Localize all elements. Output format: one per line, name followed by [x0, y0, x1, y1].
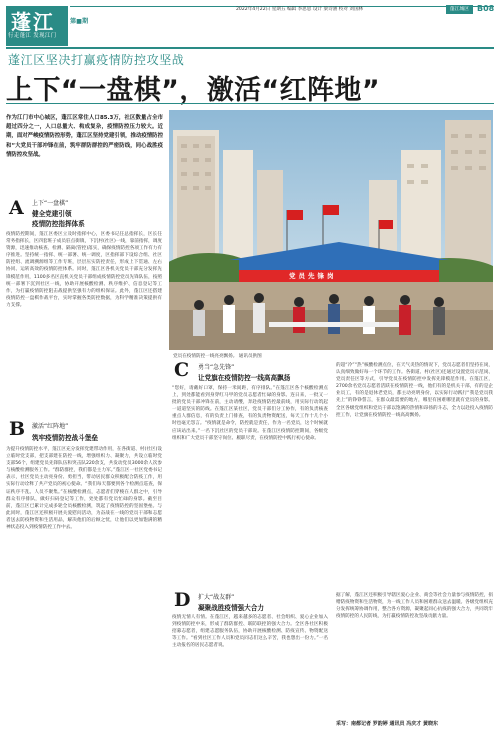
section-d-letter: D: [174, 589, 191, 611]
section-d-body-col1: 疫情无情人有情。在蓬江区，越来越多的志愿者、社会组织、爱心企业加入到疫情防控中来，形成了群防群控、联防联控的强大合力。全区各社区积极招募志愿者，组建志愿服务队伍，协助开展核酸检测、防疫宣传、物资配送等工作。“看到社区工作人员和党员同志们这么辛苦，我也想出一份力。”一名主动报名的居民志愿者说。: [172, 615, 328, 649]
edition-badge: 蓬江城区: [446, 5, 473, 14]
section-c-body-col1: “您好，请戴好口罩，保持一米间距，有序排队。”在蓬江区各个核酸检测点上，到处都能看到身穿红马甲的党员志愿者忙碌的身影。连日来，一批又一批的党员干部冲锋在前，主动请缨，奔赴疫情防控最前线，用实际行动筑起一道道坚实的防线。在蓬江区某社区，党员干部们分工协作，有的负责核查重点人群信息，有的负责上门排查，有的负责物资配送，每天工作十几个小时也毫无怨言。“疫情就是命令，防控就是责任，作为一名党员，这个时候就应该站出来。”一名下沉社区的党员干部说。在蓬江区疫情防控期间，各级党组织和广大党员干部坚守岗位、履职尽责，在疫情防控中践行初心使命。: [172, 386, 328, 441]
photo-illustration: [169, 110, 493, 350]
headline-rule: [6, 103, 494, 104]
banner-text: 党员先锋岗: [289, 272, 337, 280]
section-a-heading-line2: 疫情防控指挥体系: [32, 220, 85, 228]
date-line: 2022年4月22日 星期五 编辑 李思思 设计 梁诗涵 校对 刘国林: [236, 7, 364, 12]
section-c-letter: C: [174, 359, 190, 381]
section-d-kicker: 扩大“战友群”: [198, 594, 235, 601]
section-c-body-col2: 的超“冷”“热”核酸检测点位，在天气炎热的情况下，党员志愿者们坚持在岗，认真细致做好每一个环节的工作。各街道、村(社区)还通过设置党员示范岗、党员责任区等方式，引导党员在疫情防控中发挥先锋模范作用。在蓬江区，2700余名党员志愿者活跃在疫情防控一线，他们有的是机关干部，有的是企业员工，有的是退休老党员，都主动亮明身份，以实际行动践行“我是党员我先上”的铮铮誓言，在群众最需要的地方，哪里有困难哪里就有党员的身影。全区各级党组织和党员干部以饱满的热情和昂扬的斗志，全力以赴投入疫情防控工作，让党旗在疫情防控一线高高飘扬。: [336, 363, 493, 418]
main-headline: 上下“一盘棋”，激活“红阵地”: [6, 75, 380, 106]
lead-paragraph: 作为江门市中心城区，蓬江区常住人口85.3万，社区数量占全市超过四分之一，人口总量大、构成复杂，疫情防控压力较大。近期，面对严峻疫情防控形势，蓬江区坚持党建引领，推动疫情防控和“大党员干部冲锋在前，筑牢群防群控的严密防线，同心战胜疫情防控攻坚战。: [6, 115, 163, 158]
byline-reporters: 采写：南都记者 罗韵婷 通讯员 冯庆才 黄晓东: [336, 721, 438, 727]
section-b-body: 为提升疫情防控水平，蓬江区充分发挥党建带动作用，在各街道、村(社区)设立临时党支部，把支部建在防控一线，增强组织力、凝聚力，共设立临时党支部56个，组建党员先锋队伍和突击队220余支，共发动党员3000余人次参与核酸检测服务工作。“群防群控，我们都是主力军。”蓬江区一社区党委书记表示，社区党员主动亮身份、勇担当，带动居民群众积极配合防疫工作，用实际行动诠释了共产党员的初心使命。“我们每天都要到各个检测点巡查，保证秩序不乱、人员不聚集。”在核酸检测点，志愿者们穿梭在人群之中，引导群众有序排队，做好扫码登记等工作，处处都有党员忙碌的身影。截至目前，蓬江区已累计完成多轮全员核酸检测，筑起了疫情防控的坚固堡垒。与此同时，蓬江区还积极开展关爱慰问活动，为奋战在一线的党员干部和志愿者送去防疫物资和生活用品，解决他们的后顾之忧，让他们以更加饱满的精神状态投入到疫情防控工作中去。: [6, 447, 162, 531]
news-photo: [169, 110, 493, 350]
section-d-body-col2: 据了解，蓬江区还积极引导辖区爱心企业、商会等社会力量参与疫情防控，捐赠防疫物资和生活物资，为一线工作人员和困难群众送去温暖。各级党组织充分发挥统筹协调作用，整合各方资源，凝聚起同心抗疫的强大合力，共同筑牢疫情防控的人民防线，为打赢疫情防控攻坚战贡献力量。: [336, 593, 493, 620]
kicker-headline: 蓬江区坚决打赢疫情防控攻坚战: [8, 53, 185, 67]
banner: [239, 270, 439, 284]
header-rule: [6, 47, 494, 49]
masthead-title: 蓬江: [11, 10, 55, 34]
photo-caption: 党员在疫情防控一线亮亮飘扬。 通讯员供图: [173, 354, 262, 359]
section-d-heading: 凝聚战胜疫情强大合力: [198, 604, 264, 612]
section-a-letter: A: [9, 197, 24, 219]
section-b-kicker: 激活“红阵地”: [32, 423, 69, 430]
section-c-heading: 让党旗在疫情防控一线高高飘扬: [198, 374, 291, 382]
edition-label: 第■期: [70, 18, 89, 25]
page-code: B08: [477, 4, 495, 13]
section-a-body: 疫情防控期间，蓬江区委区立及时指挥中心，区委书记任总指挥长，区长任常务指挥长，区四套班子成员驻点街镇，下沉村(社区)一线，靠前指挥，调度资源，迅速推动核查、检测、隔离(管控)落实，确保疫情防控各项工作有力有序推进。坚持统一指挥、统一部署、统一调度，区指挥部下设综合组、社区防控组、流调溯源组等工作专班，层层压实防控责任，形成上下贯通、左右协同、运转高效的疫情防控体系。同时，蓬江区各机关党员干部充分发挥先锋模范作用，1100多名区直机关党员干部组成疫情防控党员先锋队伍，按照统一部署下沉到社区一线，协助开展核酸检测、秩序维护、信息登记等工作，为打赢疫情防控阻击战提供坚强有力的组织保证。此外，蓬江区还搭建疫情防控一盘棋作战平台，实时掌握各类防控数据，为科学精准决策提供有力支撑。: [6, 232, 162, 308]
section-b-letter: B: [9, 418, 26, 440]
masthead-slogan: 行走蓬江 发现江门: [8, 33, 57, 39]
section-b-heading: 筑牢疫情防控战斗堡垒: [32, 434, 98, 442]
section-a-heading-line1: 健全党建引领: [32, 210, 72, 218]
section-c-kicker: 勇当“急先锋”: [198, 364, 235, 371]
section-a-kicker: 上下“一盘棋”: [32, 200, 69, 207]
